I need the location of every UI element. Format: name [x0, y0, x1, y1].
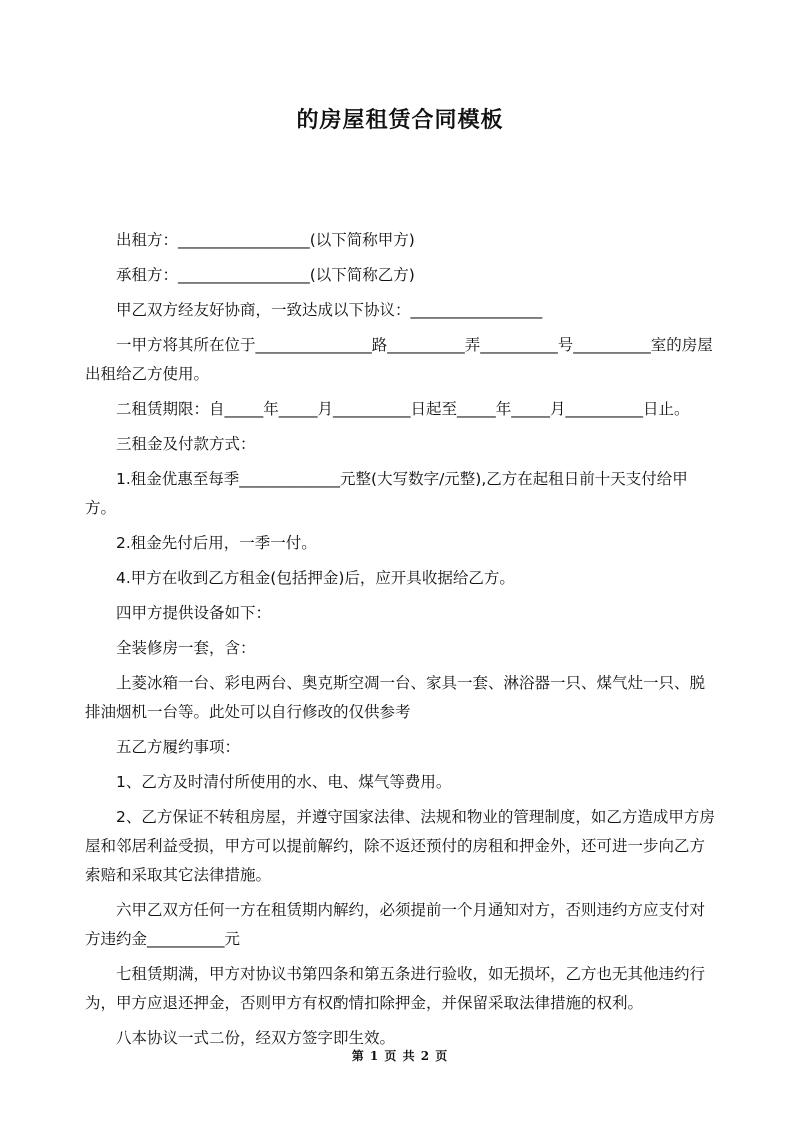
clause-equipment-heading: 四甲方提供设备如下： — [116, 604, 272, 622]
clause-rent-prepay: 2.租金先付后用，一季一付。 — [116, 534, 317, 552]
clause-copies: 八本协议一式二份，经双方签字即生效。 — [116, 1029, 396, 1047]
clause-equipment-renovated: 全装修房一套，含： — [116, 639, 256, 657]
clause-equipment-list: 上菱冰箱一台、彩电两台、奥克斯空凋一台、家具一套、淋浴器一只、煤气灶一只、脱排油烟机一台等。此处可以自行修改的仅供参考 — [85, 674, 706, 721]
clause-lease-term: 二租赁期限：自_____年_____月__________日起至_____年_____月__________日止。 — [116, 400, 690, 418]
clause-lease-expiry: 七租赁期满，甲方对协议书第四条和第五条进行验收，如无损坏，乙方也无其他违约行为，甲方应退还押金，否则甲方有权酌情扣除押金，并保留采取法律措施的权利。 — [85, 965, 706, 1012]
clause-rent-heading: 三租金及付款方式： — [116, 435, 256, 453]
document-body — [85, 226, 715, 1053]
clause-agreement: 甲乙双方经友好协商，一致达成以下协议：_________________ — [116, 301, 543, 319]
clause-lessee-duties-heading: 五乙方履约事项： — [116, 738, 241, 756]
clause-lessor: 出租方：_________________(以下简称甲方) — [116, 231, 415, 249]
clause-rent-receipt: 4.甲方在收到乙方租金(包括押金)后，应开具收据给乙方。 — [116, 569, 515, 587]
clause-property-location: 一甲方将其所在位于_______________路__________弄__________号__________室的房屋出租给乙方使用。 — [85, 336, 713, 383]
clause-lessee-utilities: 1、乙方及时清付所使用的水、电、煤气等费用。 — [116, 773, 452, 791]
clause-lessee: 承租方：_________________(以下简称乙方) — [116, 266, 415, 284]
document-title: 的房屋租赁合同模板 — [296, 108, 504, 133]
page-indicator: 第 1 页 共 2 页 — [351, 1049, 449, 1063]
clause-rent-amount: 1.租金优惠至每季_____________元整(大写数字/元整),乙方在起租日前十天支付给甲方。 — [85, 470, 688, 517]
clause-lessee-no-sublet: 2、乙方保证不转租房屋，并遵守国家法律、法规和物业的管理制度，如乙方造成甲方房屋和邻居利益受损，甲方可以提前解约，除不返还预付的房租和押金外，还可进一步向乙方索赔和采取其它法律措施。 — [85, 808, 715, 884]
clause-termination: 六甲乙双方任何一方在租赁期内解约，必须提前一个月通知对方，否则违约方应支付对方违约金__________元 — [85, 901, 706, 948]
